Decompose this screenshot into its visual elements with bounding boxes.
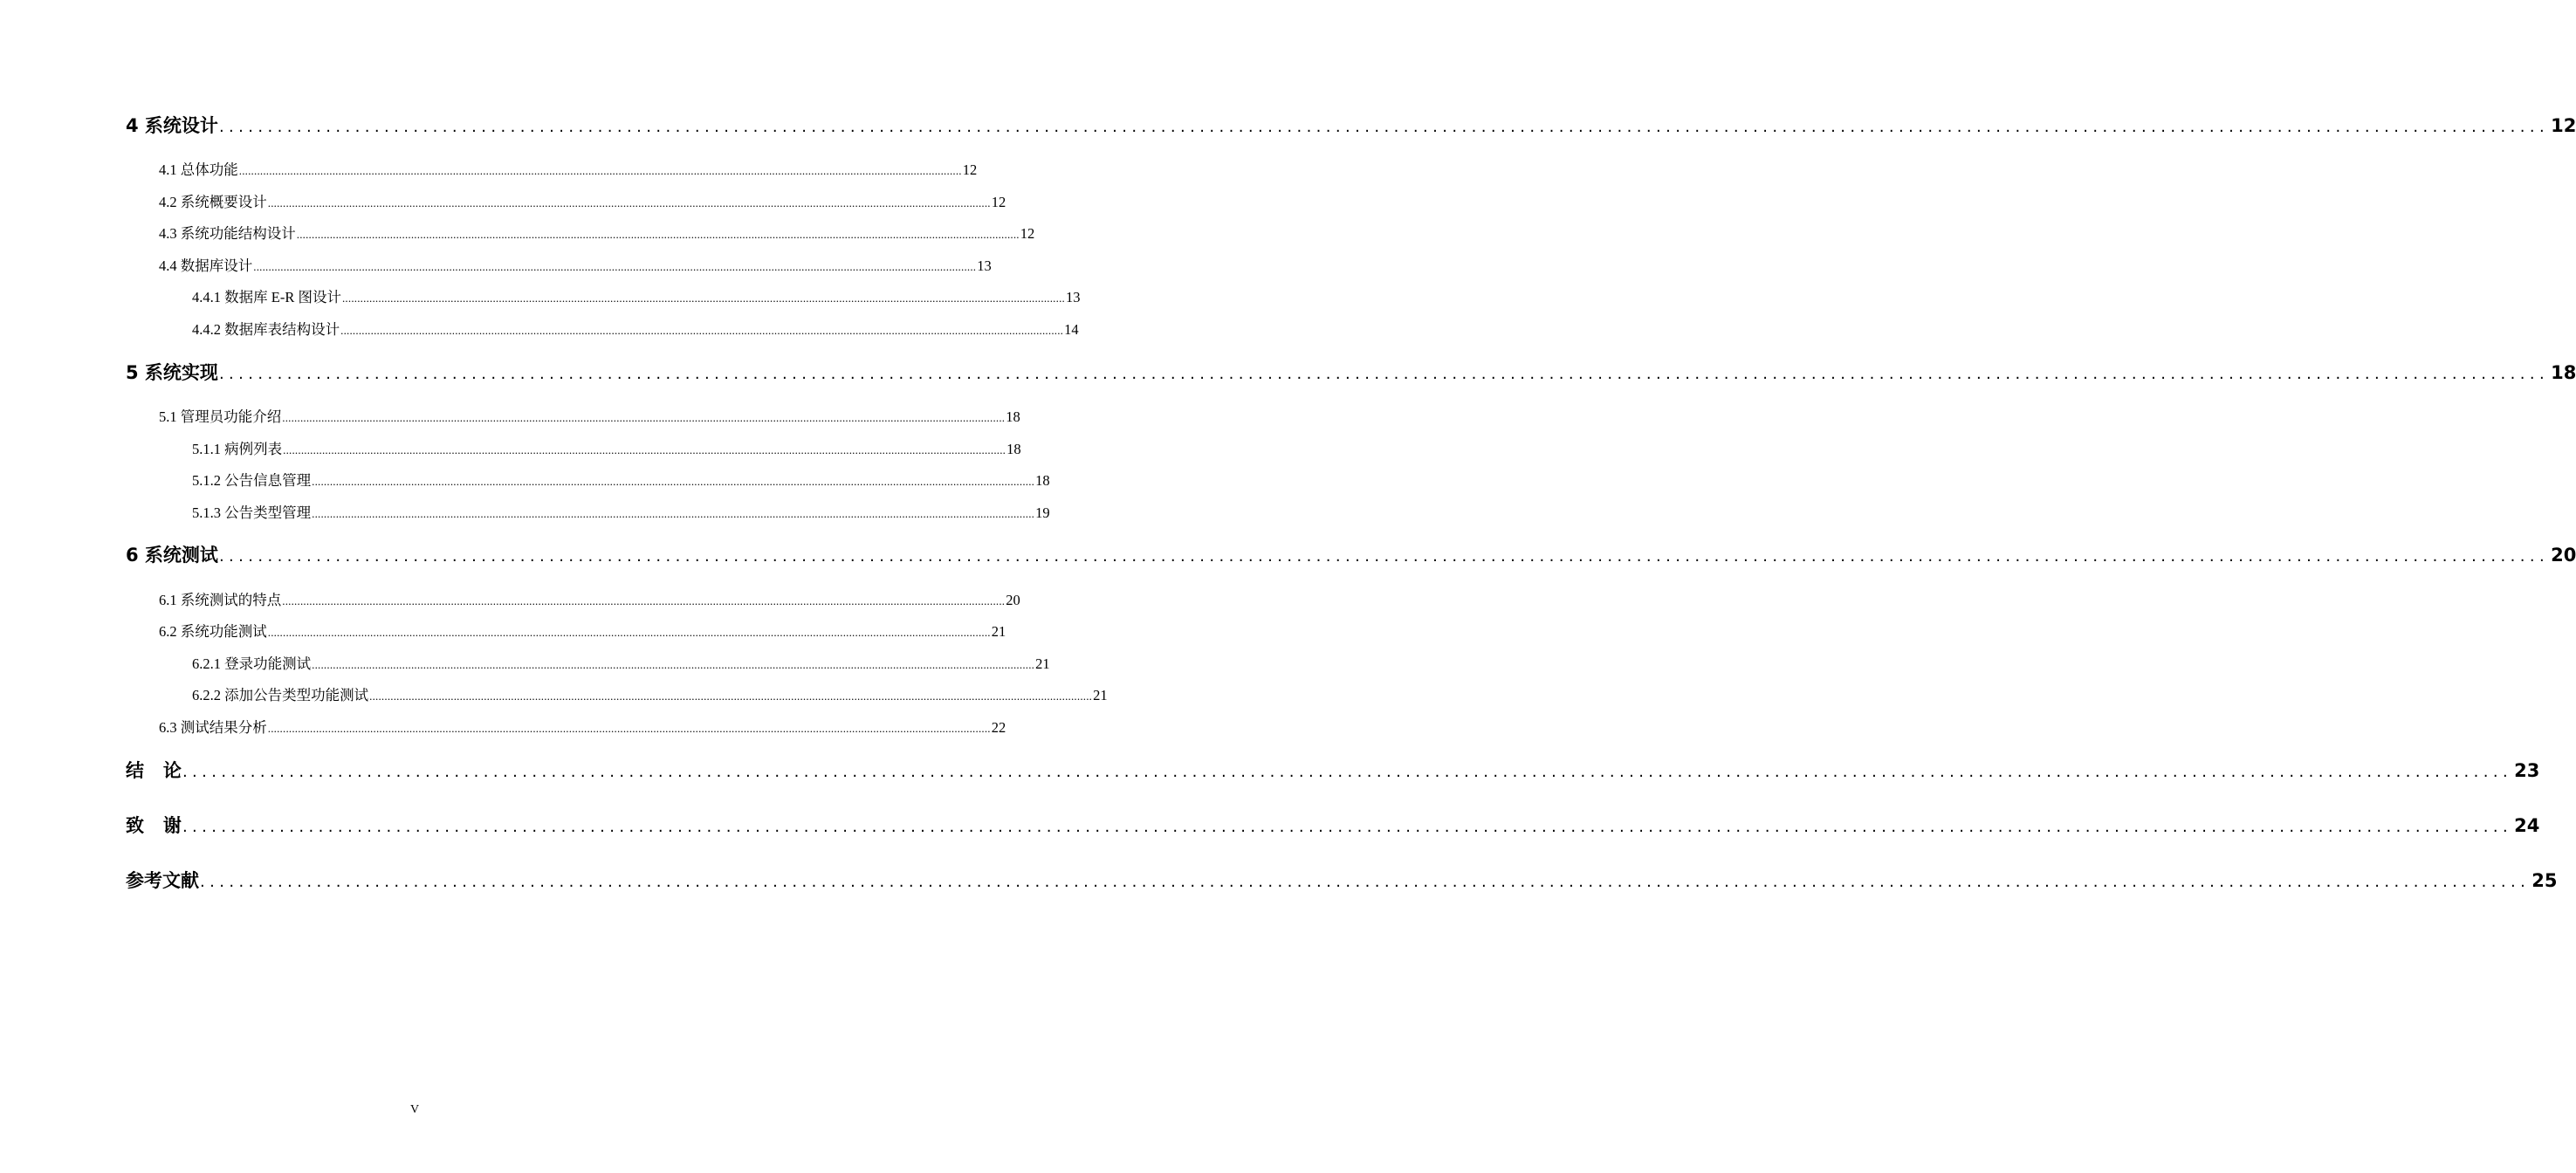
- toc-entry-title: 6.3 测试结果分析: [159, 719, 267, 736]
- toc-entry-title: 6.2.2 添加公告类型功能测试: [192, 687, 369, 703]
- dot-leader: ................................................................................................................................................................................................................................................: [238, 164, 962, 177]
- toc-entry-title: 5.1 管理员功能介绍: [159, 408, 282, 425]
- toc-entry-acknowledgements[interactable]: [126, 812, 2540, 838]
- toc-entry-page: 25: [2531, 870, 2558, 891]
- toc-entry-page: 13: [977, 257, 992, 274]
- toc-entry-page: 20: [2551, 545, 2576, 566]
- toc-entry-page: 18: [1035, 472, 1050, 489]
- toc-entry-5-1-3[interactable]: [192, 501, 1050, 521]
- dot-leader: ................................................................................................................................................................................................................................................: [267, 722, 991, 735]
- toc-entry-4-4-2[interactable]: [192, 318, 1079, 338]
- toc-entry-title: 6.2 系统功能测试: [159, 623, 267, 640]
- dot-leader: ................................................................................................................................................................................................................................................: [340, 324, 1064, 337]
- toc-entry-chapter-4[interactable]: [126, 112, 2576, 138]
- toc-entry-page: 19: [1035, 504, 1050, 521]
- toc-entry-title: 6 系统测试: [126, 545, 218, 566]
- toc-entry-title: 4 系统设计: [126, 115, 218, 136]
- toc-entry-4-1[interactable]: [159, 158, 978, 178]
- toc-entry-title: 5.1.1 病例列表: [192, 441, 283, 457]
- dot-leader: ................................................................................................................................................................................................................................................: [283, 443, 1006, 456]
- dot-leader: ................................................................................................................................................................................................................................................: [282, 594, 1006, 607]
- toc-entry-6-3[interactable]: [159, 716, 1006, 736]
- page-number-footer: V: [409, 1103, 420, 1116]
- dot-leader: ................................................................................................................................................................................................................................................: [182, 763, 2513, 781]
- toc-entry-title: 参考文献: [126, 870, 199, 891]
- dot-leader: ................................................................................................................................................................................................................................................: [218, 547, 2550, 566]
- dot-leader: ................................................................................................................................................................................................................................................: [312, 507, 1035, 520]
- toc-entry-title: 4.1 总体功能: [159, 161, 238, 178]
- toc-entry-page: 13: [1065, 289, 1081, 305]
- toc-entry-6-1[interactable]: [159, 588, 1020, 608]
- toc-entry-page: 21: [1093, 687, 1108, 703]
- toc-entry-4-4-1[interactable]: [192, 285, 1081, 305]
- dot-leader: ................................................................................................................................................................................................................................................: [218, 365, 2550, 383]
- toc-entry-page: 12: [962, 161, 978, 178]
- toc-entry-page: 18: [1006, 441, 1021, 457]
- toc-entry-title: 5.1.3 公告类型管理: [192, 504, 312, 521]
- dot-leader: ................................................................................................................................................................................................................................................: [267, 626, 991, 639]
- toc-entry-5-1[interactable]: [159, 405, 1020, 425]
- dot-leader: ................................................................................................................................................................................................................................................: [253, 260, 977, 273]
- toc-entry-title: 5.1.2 公告信息管理: [192, 472, 312, 489]
- dot-leader: ................................................................................................................................................................................................................................................: [267, 196, 991, 209]
- toc-entry-page: 21: [991, 623, 1006, 640]
- toc-entry-6-2-1[interactable]: [192, 652, 1050, 672]
- dot-leader: ................................................................................................................................................................................................................................................: [341, 292, 1065, 305]
- toc-entry-4-4[interactable]: [159, 254, 992, 274]
- toc-entry-title: 4.4 数据库设计: [159, 257, 253, 274]
- dot-leader: ................................................................................................................................................................................................................................................: [369, 689, 1093, 703]
- toc-entry-page: 18: [2551, 362, 2576, 383]
- toc-entry-4-2[interactable]: [159, 190, 1006, 210]
- toc-entry-page: 20: [1006, 592, 1020, 608]
- toc-entry-5-1-2[interactable]: [192, 469, 1050, 489]
- toc-entry-chapter-5[interactable]: [126, 359, 2576, 385]
- toc-entry-page: 18: [1006, 408, 1020, 425]
- toc-entry-page: 14: [1064, 321, 1079, 338]
- dot-leader: ................................................................................................................................................................................................................................................: [200, 873, 2531, 891]
- toc-entry-page: 12: [1020, 225, 1035, 242]
- toc-entry-chapter-6[interactable]: [126, 541, 2576, 567]
- toc-entry-page: 21: [1035, 655, 1050, 672]
- toc-entry-page: 12: [2551, 115, 2576, 136]
- toc-entry-page: 12: [991, 194, 1006, 210]
- toc-entry-title: 致 谢: [126, 815, 182, 836]
- dot-leader: ................................................................................................................................................................................................................................................: [296, 228, 1020, 241]
- toc-entry-title: 5 系统实现: [126, 362, 218, 383]
- toc-entry-references[interactable]: [126, 867, 2558, 893]
- toc-entry-title: 4.4.1 数据库 E-R 图设计: [192, 289, 341, 305]
- toc-entry-title: 4.4.2 数据库表结构设计: [192, 321, 340, 338]
- toc-entry-title: 6.1 系统测试的特点: [159, 592, 282, 608]
- toc-entry-6-2-2[interactable]: [192, 683, 1108, 703]
- toc-entry-6-2[interactable]: [159, 620, 1006, 640]
- toc-entry-4-3[interactable]: [159, 222, 1035, 242]
- toc-entry-page: 22: [991, 719, 1006, 736]
- toc-entry-page: 23: [2514, 760, 2540, 781]
- toc-entry-title: 结 论: [126, 760, 182, 781]
- dot-leader: ................................................................................................................................................................................................................................................: [312, 658, 1035, 671]
- toc-entry-conclusion[interactable]: [126, 757, 2540, 783]
- dot-leader: ................................................................................................................................................................................................................................................: [182, 818, 2513, 836]
- toc-entry-title: 4.3 系统功能结构设计: [159, 225, 296, 242]
- dot-leader: ................................................................................................................................................................................................................................................: [218, 118, 2550, 136]
- dot-leader: ................................................................................................................................................................................................................................................: [282, 411, 1006, 424]
- toc-entry-title: 6.2.1 登录功能测试: [192, 655, 312, 672]
- dot-leader: ................................................................................................................................................................................................................................................: [312, 475, 1035, 488]
- toc-entry-page: 24: [2514, 815, 2540, 836]
- toc-entry-5-1-1[interactable]: [192, 437, 1021, 457]
- toc-entry-title: 4.2 系统概要设计: [159, 194, 267, 210]
